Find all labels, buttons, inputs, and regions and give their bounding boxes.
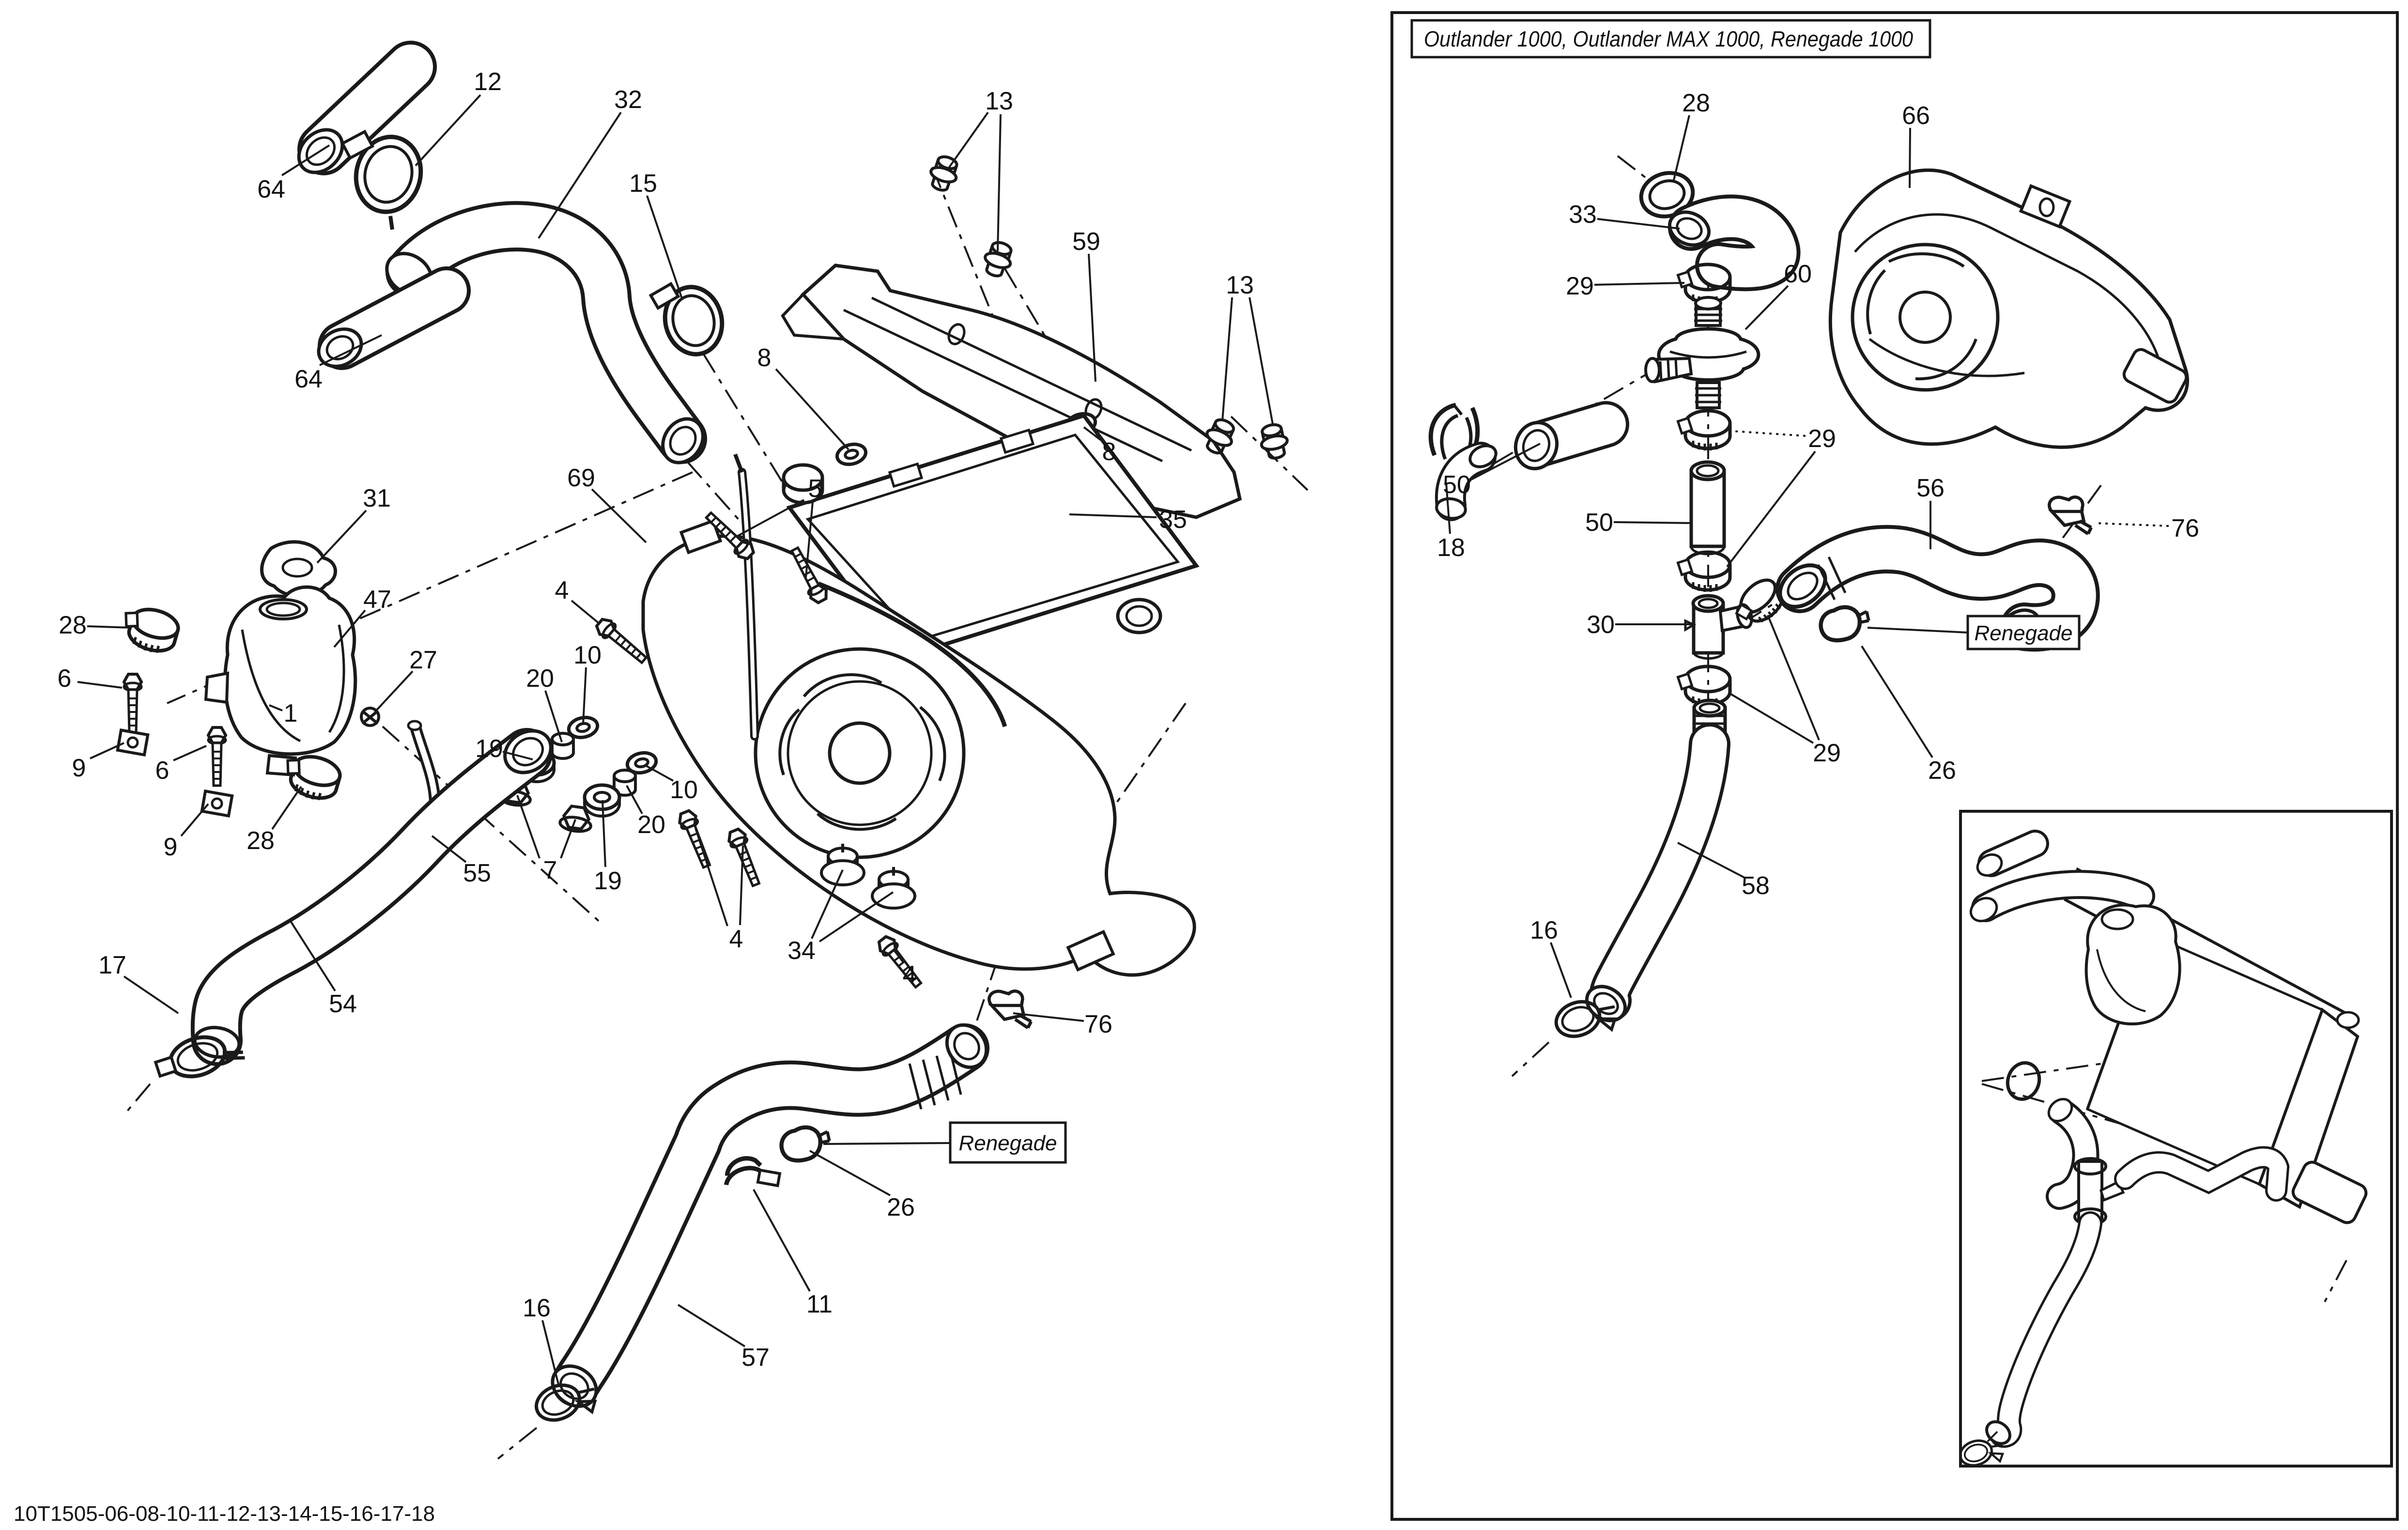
callout-10: 10 [573,641,602,669]
inset-assembled-view [1957,811,2392,1472]
leader-line [2094,523,2169,526]
callout-28: 28 [59,611,87,639]
leader-line [181,804,208,836]
callout-28: 28 [247,827,275,855]
right-panel [1392,13,2397,1519]
leader-line [645,765,673,781]
variant-label: Renegade [1974,621,2073,645]
part-tube-64a [291,67,411,181]
callout-17: 17 [98,951,126,979]
leader-line [87,626,132,628]
callout-11: 11 [806,1290,833,1318]
part-tank-47 [206,587,355,775]
part-clamp-76 [989,991,1031,1028]
part-washer-8 [835,441,868,467]
callout-26: 26 [1928,757,1956,785]
part-hose-58 [1580,700,1726,1027]
part-nut-7 [559,805,593,833]
callout-55: 55 [463,859,491,887]
leader-line [948,112,988,169]
part-code: 10T1505-06-08-10-11-12-13-14-15-16-17-18 [14,1502,435,1526]
leader-line [1727,451,1815,567]
leader-line [542,1320,559,1386]
leader-line [1732,431,1806,436]
callout-34: 34 [787,937,816,965]
callout-8: 8 [757,344,772,372]
part-clamp-15 [651,281,729,360]
callout-4: 4 [902,961,917,989]
callout-28: 28 [1682,89,1710,117]
part-spacer-20 [552,733,573,758]
callout-26: 26 [887,1193,915,1221]
variant-label: Renegade [958,1131,1057,1155]
part-clamp-29 [1678,552,1730,592]
leader-line [1614,522,1691,523]
callout-6: 6 [57,665,72,693]
callout-64: 64 [257,175,285,203]
callout-27: 27 [409,646,437,674]
leader-line [517,795,540,858]
part-clamp-26r [1821,607,1869,640]
callout-7: 7 [543,856,557,884]
callout-29: 29 [1808,425,1836,453]
leader-line [823,1143,950,1144]
leader-line [317,510,366,563]
callout-18: 18 [1437,534,1465,562]
callout-1: 1 [283,699,298,727]
part-tube-50b [1691,462,1724,554]
callout-19: 19 [594,867,622,895]
part-hose-32 [379,226,711,470]
callout-16: 16 [523,1294,551,1322]
callout-13: 13 [1226,271,1254,299]
part-clamp-26 [782,1128,830,1160]
callout-58: 58 [1742,872,1770,900]
leader-line [678,1305,745,1346]
leader-line [375,671,413,712]
callout-4: 4 [729,925,743,953]
panel-title: Outlander 1000, Outlander MAX 1000, Renegade 1000 [1424,27,1913,51]
leader-line [695,828,727,926]
callout-69: 69 [567,464,595,492]
leader-line [416,95,480,166]
part-bolt-4 [677,809,714,869]
leader-line [1862,646,1932,757]
leader-line [1594,283,1684,285]
callout-20: 20 [526,665,554,693]
leader-line [1551,943,1571,998]
leader-line [124,976,178,1013]
callout-57: 57 [741,1344,770,1372]
callout-8: 8 [1102,438,1116,466]
part-clip-13 [926,154,962,193]
leader-line [77,682,122,688]
part-bolt-6 [208,727,226,786]
callout-76: 76 [2171,514,2199,542]
leader-line [998,114,1001,251]
callout-19: 19 [475,735,503,763]
callout-31: 31 [363,484,391,512]
callout-4: 4 [555,576,569,604]
part-clip-13 [1258,422,1290,461]
part-clamp-29 [1678,411,1730,450]
callout-9: 9 [163,833,178,861]
callout-60: 60 [1784,260,1812,288]
callout-33: 33 [1569,201,1597,229]
part-bolt-6 [124,674,141,732]
callout-54: 54 [329,990,357,1018]
leader-line [754,1190,810,1291]
callout-35: 35 [1159,506,1187,534]
leader-line [1674,115,1689,180]
part-clamp-12 [342,130,429,230]
leader-line [1222,297,1232,420]
callout-64: 64 [294,365,323,393]
callout-6: 6 [155,757,170,785]
callout-13: 13 [985,87,1013,115]
leader-line [776,369,849,449]
callout-16: 16 [1530,916,1558,944]
callout-50: 50 [1585,509,1613,537]
callout-15: 15 [629,170,657,198]
leader-line [810,1151,890,1195]
part-seal-28 [118,603,182,658]
part-valve-60 [1646,297,1759,408]
callout-30: 30 [1587,611,1615,639]
callout-76: 76 [1084,1010,1112,1038]
leader-line [647,196,682,298]
callout-5: 5 [808,475,822,503]
callout-47: 47 [363,586,391,614]
callout-9: 9 [72,754,86,782]
callout-12: 12 [474,68,502,96]
leader-line [1597,219,1680,229]
left-diagram [118,67,1291,1431]
callout-32: 32 [614,86,642,114]
callout-50: 50 [1443,471,1471,499]
leader-line [1250,297,1273,424]
part-tube-64b [312,291,447,373]
callout-10: 10 [670,776,698,804]
part-clamp-11 [723,1154,782,1192]
callout-66: 66 [1902,102,1930,130]
part-pipe-50a [1510,417,1606,474]
leader-line [571,601,600,624]
callout-29: 29 [1813,739,1841,767]
leader-line [1745,286,1788,329]
part-fan-66 [1830,170,2189,447]
leader-line [272,787,301,829]
callout-59: 59 [1072,228,1100,256]
part-hose-54 [193,723,558,1060]
callout-20: 20 [637,811,665,839]
leader-line [173,746,206,760]
leader-line [1868,628,1968,633]
callout-29: 29 [1566,272,1594,300]
part-hose-57 [545,1018,994,1415]
leader-line [1730,694,1813,743]
part-bolt-4 [594,616,649,667]
callout-56: 56 [1916,474,1945,502]
part-elbow-33 [1665,206,1777,268]
